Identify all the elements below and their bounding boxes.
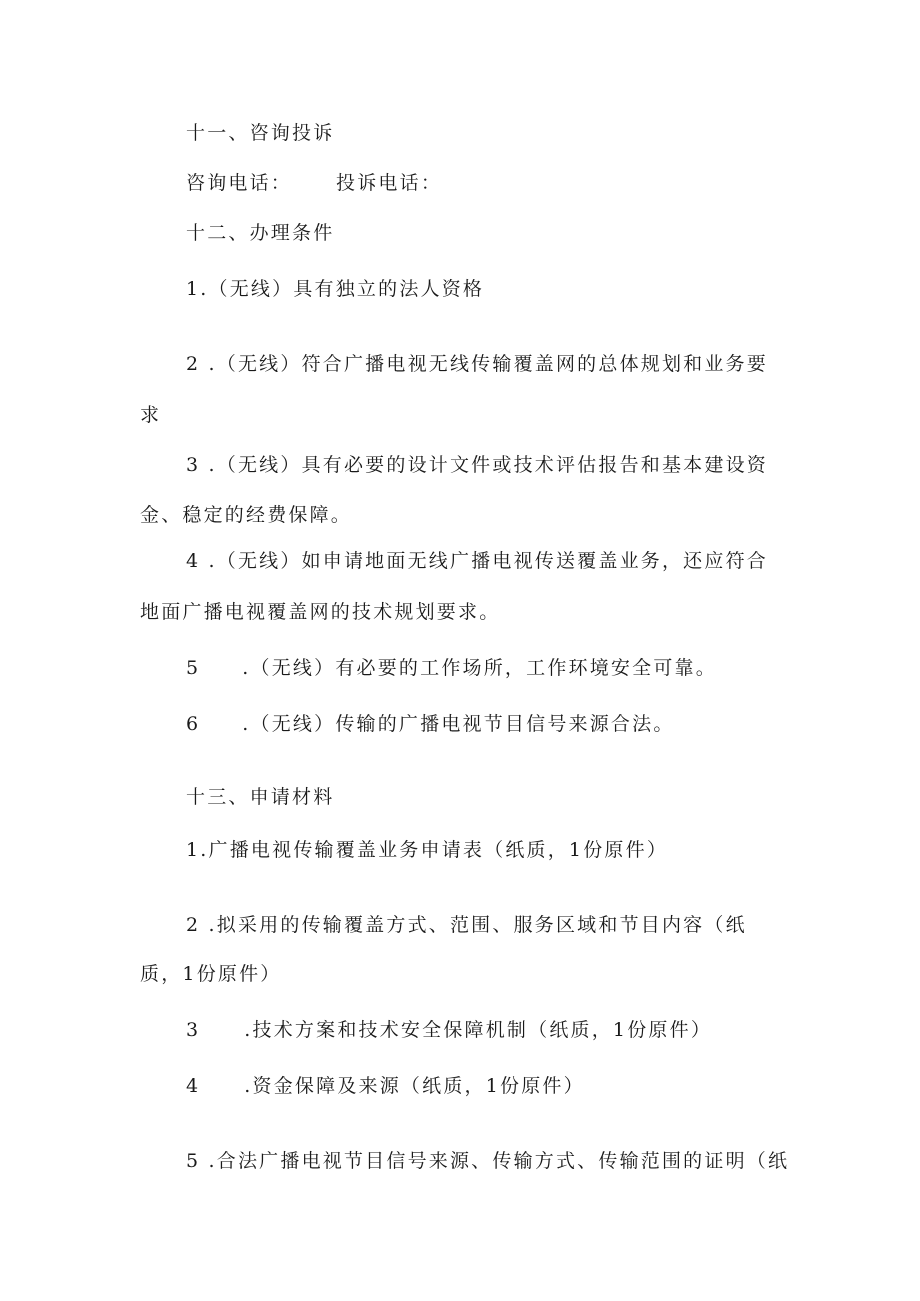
material-2-line-1: 2 .拟采用的传输覆盖方式、范围、服务区域和节目内容（纸 [186,914,747,936]
material-3 [186,1018,712,1042]
material-3-number: 3 [186,1019,201,1041]
complaint-phone-label: 投诉电话： [336,172,443,194]
condition-6 [186,712,675,736]
condition-1: 1.（无线）具有独立的法人资格 [186,278,485,300]
condition-5 [186,656,717,680]
material-2-line-2: 质，1份原件） [140,963,282,985]
consult-phone-label: 咨询电话： [186,172,293,194]
material-5-line-1: 5 .合法广播电视节目信号来源、传输方式、传输范围的证明（纸 [186,1150,790,1172]
condition-5-number: 5 [186,657,201,679]
consult-complaint-line [186,171,442,195]
material-4-number: 4 [186,1075,201,1097]
section-11-heading: 十一、咨询投诉 [186,122,335,144]
condition-4-line-1: 4 .（无线）如申请地面无线广播电视传送覆盖业务，还应符合 [186,550,768,572]
condition-2-line-1: 2 .（无线）符合广播电视无线传输覆盖网的总体规划和业务要 [186,353,768,375]
condition-3-line-2: 金、稳定的经费保障。 [140,504,353,526]
section-12-heading: 十二、办理条件 [186,222,335,244]
condition-4-line-2: 地面广播电视覆盖网的技术规划要求。 [140,601,501,623]
condition-6-text: .（无线）传输的广播电视节目信号来源合法。 [242,713,675,735]
condition-6-number: 6 [186,713,201,735]
material-4 [186,1074,585,1098]
material-3-text: .技术方案和技术安全保障机制（纸质，1份原件） [244,1019,713,1041]
section-13-heading: 十三、申请材料 [186,786,335,808]
material-4-text: .资金保障及来源（纸质，1份原件） [244,1075,585,1097]
material-1: 1.广播电视传输覆盖业务申请表（纸质，1份原件） [186,839,669,861]
condition-2-line-2: 求 [140,404,162,426]
condition-3-line-1: 3 .（无线）具有必要的设计文件或技术评估报告和基本建设资 [186,454,768,476]
condition-5-text: .（无线）有必要的工作场所，工作环境安全可靠。 [242,657,717,679]
